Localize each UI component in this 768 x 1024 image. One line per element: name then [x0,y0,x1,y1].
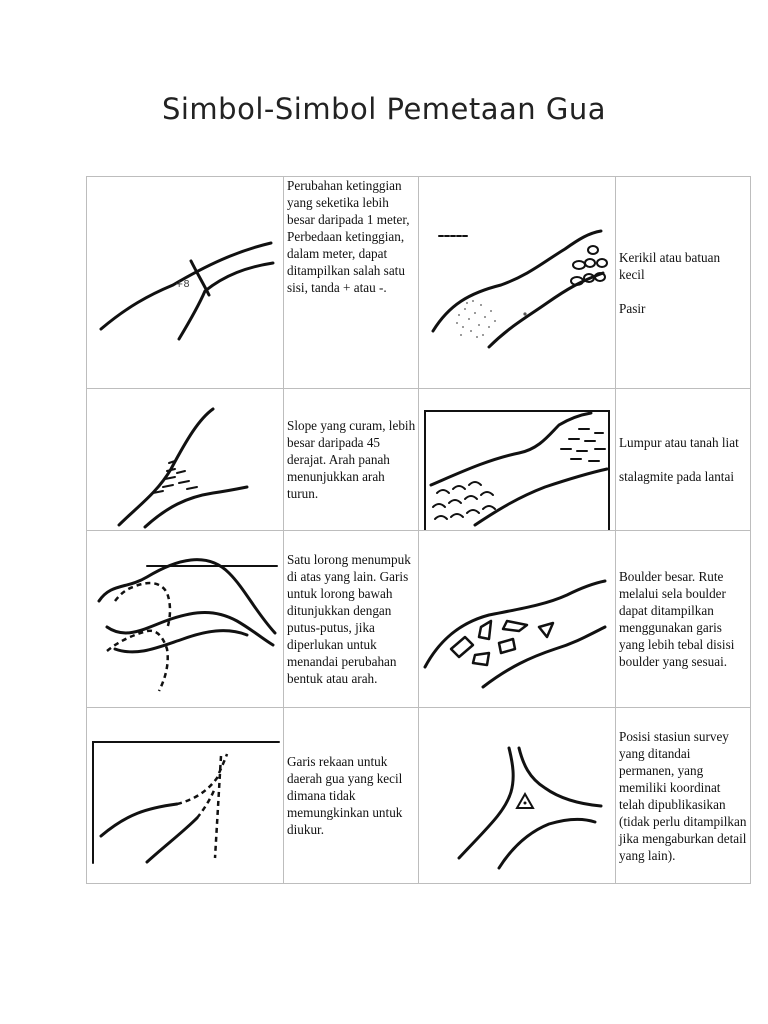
description-text: Slope yang curam, lebih besar daripada 45 derajat. Arah panah menunjukkan arah turun. [287,418,416,501]
description-text: Posisi stasiun survey yang ditandai permanen, yang memiliki koordinat telah dipublikasikan (tidak perlu ditampilkan jika mengaburkan detail yang lain). [619,728,747,863]
desc-elevation-step [284,177,419,389]
desc-large-boulder [616,531,751,708]
elevation-step-diagram [87,177,283,388]
mud-stalagmite-diagram [419,389,615,530]
symbol-gravel-sand [419,177,616,389]
page-title: Simbol-Simbol Pemetaan Gua [161,92,607,126]
desc-overlapping-passage [284,531,419,708]
gravel-sand-diagram [419,177,615,388]
overlapping-passage-diagram [87,531,283,707]
large-boulder-diagram [419,531,615,707]
description-text: Garis rekaan untuk daerah gua yang kecil dimana tidak memungkinkan untuk diukur. [287,754,403,837]
sketch-line-diagram [87,708,283,883]
symbol-overlapping-passage [87,531,284,708]
survey-station-diagram [419,708,615,883]
description-text: Perubahan ketinggian yang seketika lebih besar daripada 1 meter, Perbedaan ketinggian, dalam meter, dapat ditampilkan salah satu sisi, tanda + atau -. [287,178,410,295]
symbol-survey-station [419,708,616,884]
description-text: Satu lorong menumpuk di atas yang lain. Garis untuk lorong bawah ditunjukkan dengan putus-putus, jika diperlukan untuk menandai perubahan bentuk atau arah. [287,552,411,686]
desc-mud-stalagmite [616,389,751,531]
symbol-elevation-step [87,177,284,389]
symbol-mud-stalagmite [419,389,616,531]
desc-gravel-sand [616,177,751,389]
table-row [87,177,751,389]
desc-steep-slope [284,389,419,531]
symbol-sketch-line [87,708,284,884]
table-row [87,389,751,531]
desc-survey-station [616,708,751,884]
description-text: Boulder besar. Rute melalui sela boulder dapat ditampilkan menggunakan garis yang lebih tebal disisi boulder yang sesuai. [619,569,735,669]
description-text: Lumpur atau tanah liat stalagmite pada lantai [619,435,739,484]
symbol-steep-slope [87,389,284,531]
table-row [87,531,751,708]
cave-symbols-table [86,176,751,884]
symbol-large-boulder [419,531,616,708]
table-row [87,708,751,884]
description-text: Kerikil atau batuan kecil Pasir [619,249,721,316]
steep-slope-diagram [87,389,283,530]
desc-sketch-line [284,708,419,884]
elevation-label: +8 [175,279,190,290]
